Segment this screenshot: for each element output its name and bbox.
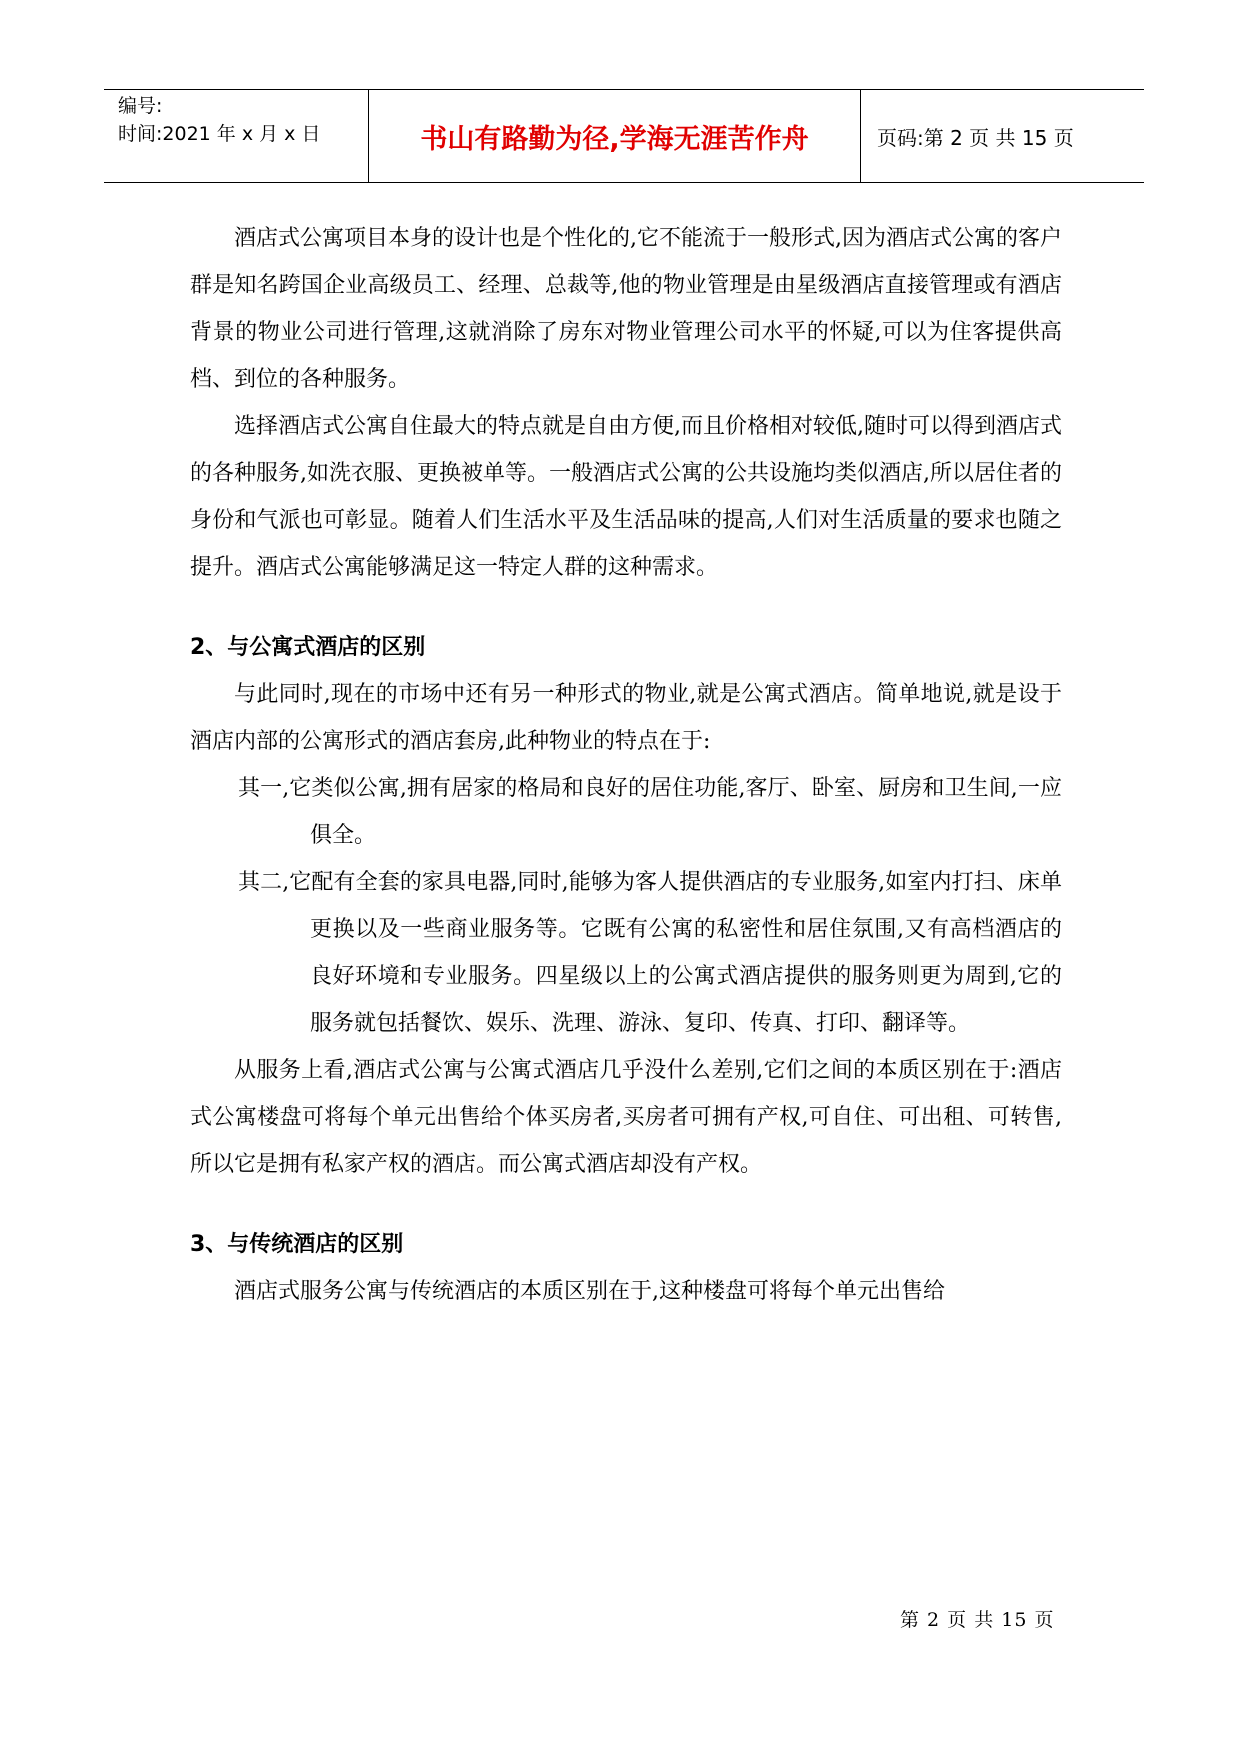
list-item-1: 其一,它类似公寓,拥有居家的格局和良好的居住功能,客厅、卧室、厨房和卫生间,一应俱全。	[238, 776, 1062, 848]
paragraph-2: 选择酒店式公寓自住最大的特点就是自由方便,而且价格相对较低,随时可以得到酒店式的各种服务,如洗衣服、更换被单等。一般酒店式公寓的公共设施均类似酒店,所以居住者的身份和气派也可彰显。随着人们生活水平及生活品味的提高,人们对生活质量的要求也随之提升。酒店式公寓能够满足这一特定人群的这种需求。	[190, 414, 1062, 580]
section-heading-3: 3、与传统酒店的区别	[190, 1232, 404, 1257]
document-body	[190, 215, 1062, 1315]
section-heading-2: 2、与公寓式酒店的区别	[190, 635, 426, 660]
serial-number-label: 编号:	[118, 95, 163, 117]
time-label: 时间:2021 年 x 月 x 日	[118, 123, 321, 145]
paragraph-3: 与此同时,现在的市场中还有另一种形式的物业,就是公寓式酒店。简单地说,就是设于酒店内部的公寓形式的酒店套房,此种物业的特点在于:	[190, 682, 1062, 754]
header-motto: 书山有路勤为径,学海无涯苦作舟	[369, 90, 861, 182]
page-footer: 第 2 页 共 15 页	[900, 1609, 1055, 1631]
header-page-number: 页码:第 2 页 共 15 页	[877, 125, 1074, 150]
paragraph-5: 酒店式服务公寓与传统酒店的本质区别在于,这种楼盘可将每个单元出售给	[234, 1279, 945, 1304]
page-header	[104, 89, 1144, 183]
paragraph-1: 酒店式公寓项目本身的设计也是个性化的,它不能流于一般形式,因为酒店式公寓的客户群是知名跨国企业高级员工、经理、总裁等,他的物业管理是由星级酒店直接管理或有酒店背景的物业公司进行管理,这就消除了房东对物业管理公司水平的怀疑,可以为住客提供高档、到位的各种服务。	[190, 226, 1062, 392]
header-meta	[104, 90, 369, 182]
paragraph-4: 从服务上看,酒店式公寓与公寓式酒店几乎没什么差别,它们之间的本质区别在于:酒店式公寓楼盘可将每个单元出售给个体买房者,买房者可拥有产权,可自住、可出租、可转售,所以它是拥有私家产权的酒店。而公寓式酒店却没有产权。	[190, 1058, 1062, 1177]
list-item-2: 其二,它配有全套的家具电器,同时,能够为客人提供酒店的专业服务,如室内打扫、床单更换以及一些商业服务等。它既有公寓的私密性和居住氛围,又有高档酒店的良好环境和专业服务。四星级以上的公寓式酒店提供的服务则更为周到,它的服务就包括餐饮、娱乐、洗理、游泳、复印、传真、打印、翻译等。	[238, 870, 1062, 1036]
